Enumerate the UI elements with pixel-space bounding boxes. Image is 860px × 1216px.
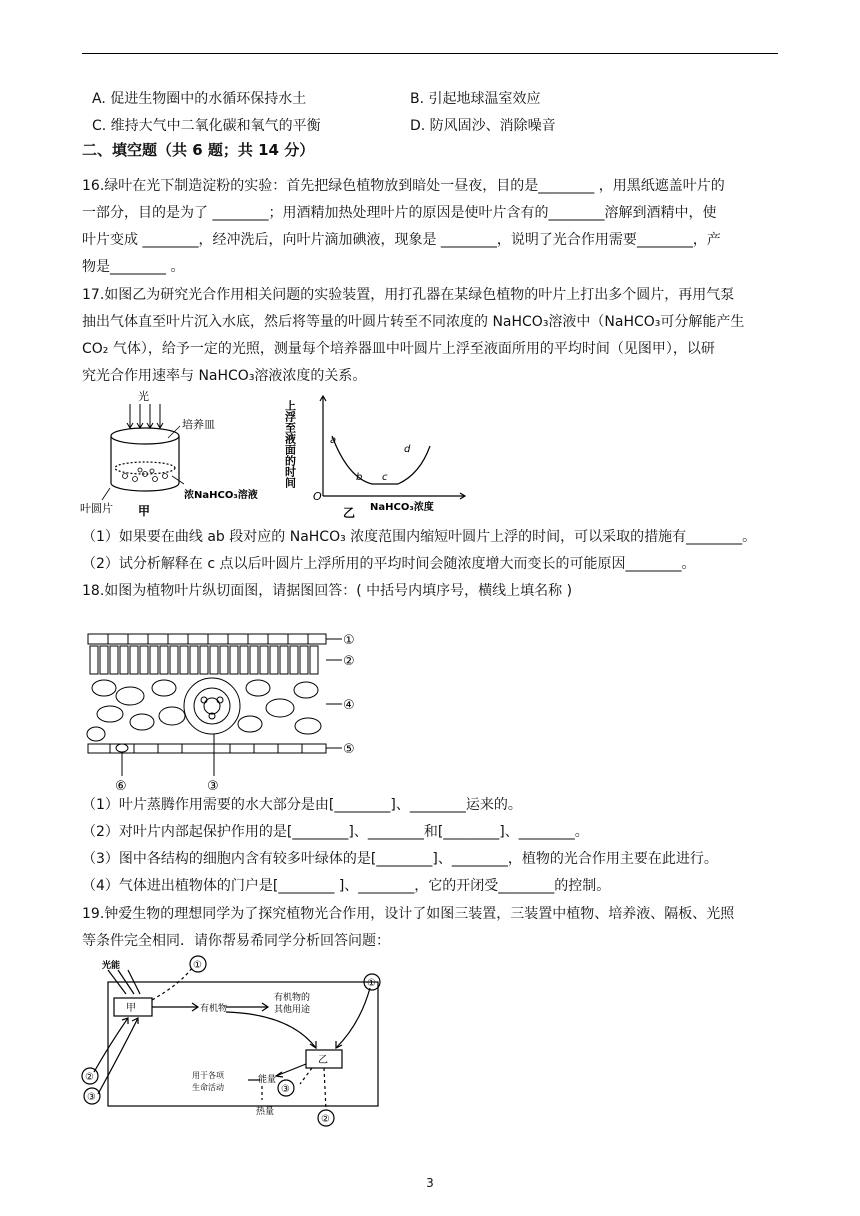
q18-sub-4: （4）气体进出植物体的门户是[________ ]、________，它的开闭受________的控制。 [82,878,611,894]
q17-line-3: CO₂ 气体），给予一定的光照，测量每个培养器皿中叶圆片上浮至液面所用的平均时间（见图甲），以研 [82,341,715,357]
fig17-solution-label: 浓NaHCO₃溶液 [184,490,258,501]
spongy-layer [87,680,321,741]
q18-sub-1: （1）叶片蒸腾作用需要的水大部分是由[________]、________运来的。 [82,797,522,813]
figure-19-diagram [80,954,390,1132]
header-rule [82,53,778,54]
outer-box [108,982,378,1106]
fig17-ylabel: 上浮至液面的时间 [283,400,297,488]
label-1: ① [343,633,355,648]
circle-2-bottom: ② [321,1114,330,1125]
q16-line-4: 物是________ 。 [82,259,185,275]
fig19-heat: 热量 [256,1107,275,1117]
q17-line-2: 抽出气体直至叶片沉入水底，然后将等量的叶圆片转至不同浓度的 NaHCO₃溶液中（NaHCO₃可分解能产生 [82,314,745,330]
option-a: A. 促进生物圈中的水循环保持水土 [92,91,307,107]
fig17-xlabel: NaHCO₃浓度 [370,502,434,513]
circle-2-left: ② [85,1072,94,1083]
q16-line-2: 一部分，目的是为了 ________；用酒精加热处理叶片的原因是使叶片含有的________溶解到酒精中，使 [82,205,717,221]
q19-line-2: 等条件完全相同．请你帮易希同学分析回答问题： [82,933,390,949]
q17-sub-2: （2）试分析解释在 c 点以后叶圆片上浮所用的平均时间会随浓度增大而变长的可能原因________。 [82,556,696,572]
q18-sub-2: （2）对叶片内部起保护作用的是[________]、________和[________]、________。 [82,824,589,840]
fig19-energy: 能量 [258,1075,277,1085]
page-number: 3 [426,1176,434,1190]
circle-1-right: ① [367,978,376,989]
fig17-label-jia: 甲 [138,504,151,518]
light-arrows [127,404,163,428]
q17-line-4: 究光合作用速率与 NaHCO₃溶液浓度的关系。 [82,368,367,384]
vein [184,678,240,734]
epidermis-cells [108,634,308,644]
q17-sub-1: （1）如果要在曲线 ab 段对应的 NaHCO₃ 浓度范围内缩短叶圆片上浮的时间，可以采取的措施有________。 [82,529,757,545]
stoma [116,744,128,752]
upper-epidermis [88,634,326,644]
leaf-discs [123,468,168,482]
label-5: ⑤ [343,742,355,757]
circle-1-top: ① [193,960,202,971]
fig19-organic: 有机物 [200,1004,228,1014]
label-6: ⑥ [115,779,127,794]
q16-line-3: 叶片变成 ________，经冲洗后，向叶片滴加碘液，现象是 ________，说明了光合作用需要________，产 [82,232,721,248]
fig17-dish-label: 培养皿 [182,418,215,431]
section-title: 二、填空题（共 6 题；共 14 分） [82,141,315,159]
label-3: ③ [207,779,219,794]
q17-line-1: 17.如图乙为研究光合作用相关问题的实验装置，用打孔器在某绿色植物的叶片上打出多个圆片，再用气泵 [82,287,735,303]
label-2: ② [343,654,355,669]
lower-epidermis-cells [110,744,302,753]
fig17-origin: O [313,490,322,503]
q19-line-1: 19.钟爱生物的理想同学为了探究植物光合作用，设计了如图三装置，三装置中植物、培养液、隔板、光照 [82,906,735,922]
fig19-life-1: 用于各项 [192,1071,224,1080]
fig19-yi: 乙 [318,1055,328,1066]
fig19-light: 光能 [102,961,121,971]
circle-3-left: ③ [87,1092,96,1103]
point-a: a [330,435,337,446]
fig17-light-label: 光 [138,390,149,403]
q16-line-1: 16.绿叶在光下制造淀粉的实验：首先把绿色植物放到暗处一昼夜，目的是________ ，用黑纸遮盖叶片的 [82,178,725,194]
option-b: B. 引起地球温室效应 [410,91,541,107]
fig17-label-yi: 乙 [343,506,356,520]
point-b: b [356,472,363,483]
figure-18-leaf-section [80,626,370,794]
option-c: C. 维持大气中二氧化碳和氧气的平衡 [92,118,321,134]
label-4: ④ [343,698,355,713]
palisade-layer [90,646,318,674]
fig19-jia: 甲 [126,1003,136,1014]
curve [332,436,430,484]
q18-stem: 18.如图为植物叶片纵切面图，请据图回答：( 中括号内填序号，横线上填名称 ) [82,583,573,599]
fig19-other-2: 其他用途 [274,1005,311,1015]
point-c: c [382,472,388,483]
fig19-life-2: 生命活动 [192,1083,224,1092]
fig19-other-1: 有机物的 [274,993,311,1003]
q18-sub-3: （3）图中各结构的细胞内含有较多叶绿体的是[________]、________，植物的光合作用主要在此进行。 [82,851,718,867]
fig17-disc-label: 叶圆片 [80,502,113,515]
figure-17 [80,388,470,520]
point-d: d [404,444,411,455]
circle-3-bottom: ③ [281,1084,290,1095]
option-d: D. 防风固沙、消除噪音 [410,118,556,134]
